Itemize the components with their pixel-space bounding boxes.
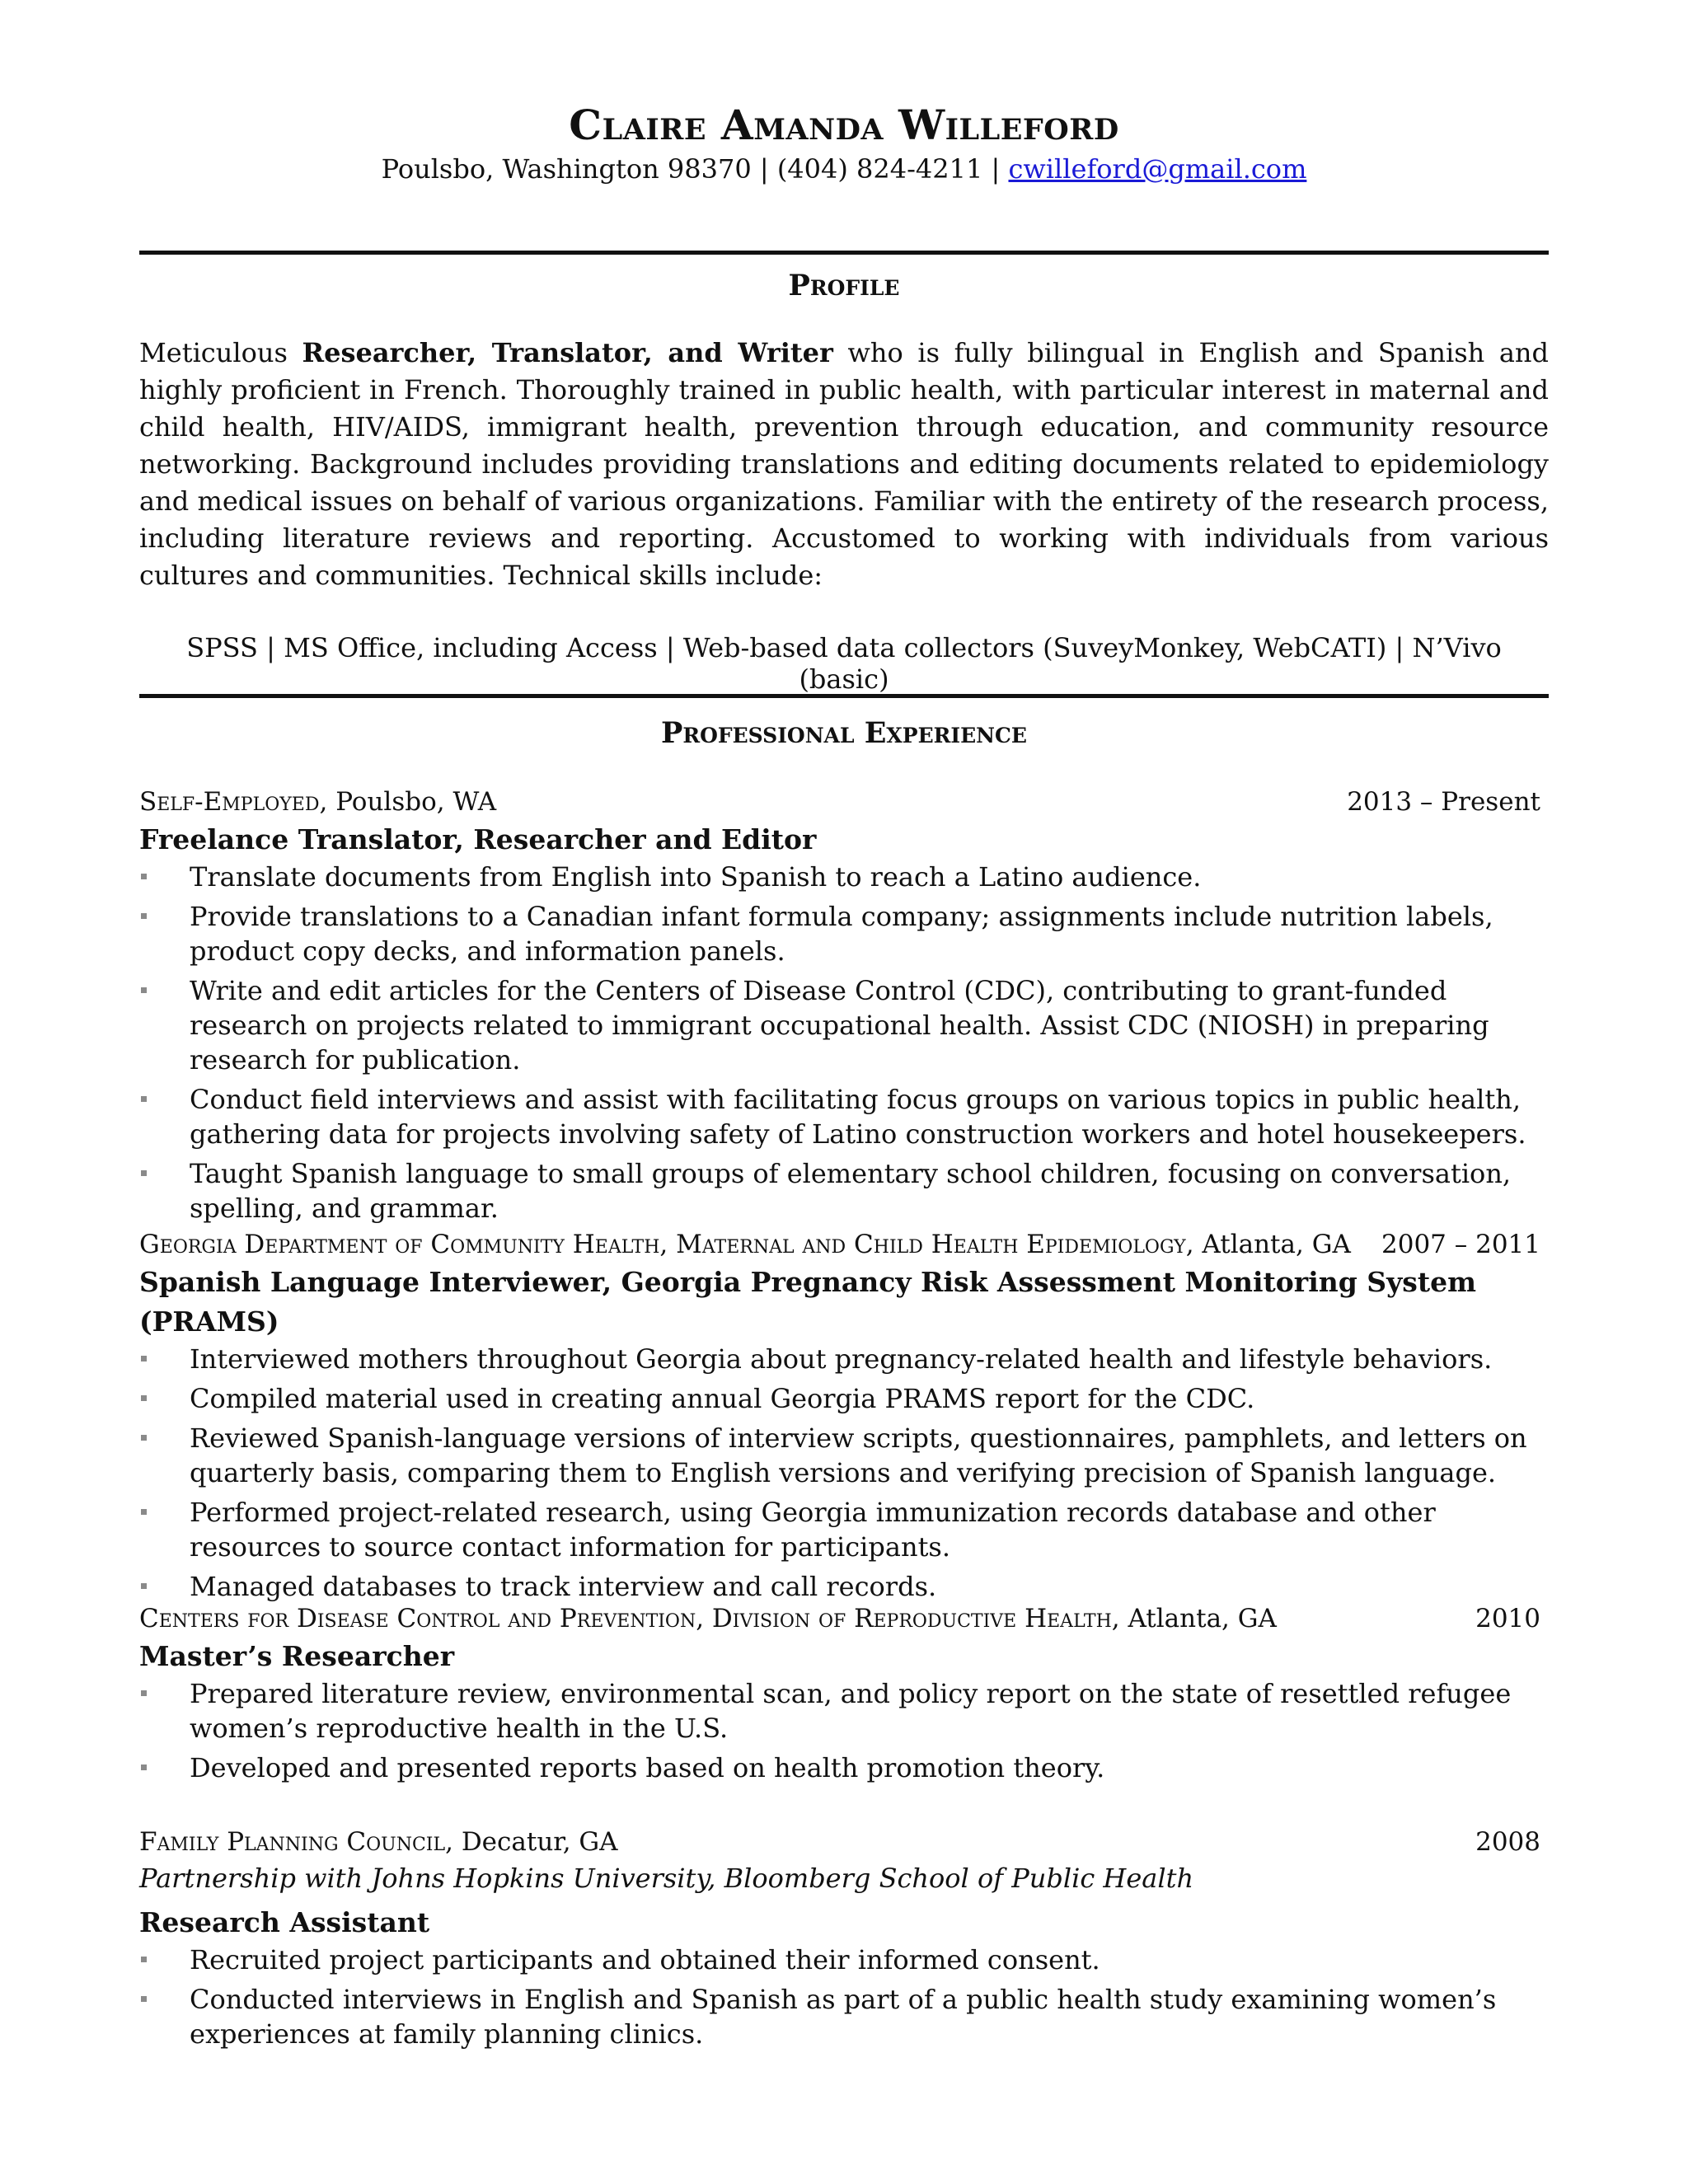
candidate-name: Claire Amanda Willeford <box>569 101 1119 149</box>
square-bullet-icon <box>141 913 147 919</box>
square-bullet-icon <box>141 1395 147 1401</box>
job-header <box>139 784 1549 820</box>
job-duties <box>139 1676 1549 1785</box>
square-bullet-icon <box>141 1690 147 1696</box>
duty-text: Write and edit articles for the Centers of Disease Control (CDC), contributing to grant-funded research on projects related to immigrant occupational health. Assist CDC (NIOSH) in preparing research for publication. <box>190 975 1489 1076</box>
duty-text: Developed and presented reports based on health promotion theory. <box>190 1752 1105 1783</box>
contact-details: Poulsbo, Washington 98370 | (404) 824-4211 | <box>381 153 1009 185</box>
job-dates: 2007 – 2011 <box>1381 1230 1540 1259</box>
job-dates: 2008 <box>1475 1827 1540 1857</box>
profile-heading: Profile <box>788 269 900 302</box>
job-dates: 2013 – Present <box>1347 787 1540 817</box>
duty-text: Recruited project participants and obtained their informed consent. <box>190 1944 1100 1975</box>
square-bullet-icon <box>141 1765 147 1770</box>
job-location: , Poulsbo, WA <box>319 787 497 817</box>
duty-item <box>139 1082 1549 1151</box>
profile-lead: Meticulous <box>139 337 302 368</box>
duty-text: Reviewed Spanish-language versions of interview scripts, questionnaires, pamphlets, and letters on quarterly basis, comparing them to English versions and verifying precision of Spanish language. <box>190 1422 1527 1488</box>
duty-item <box>139 1676 1549 1746</box>
square-bullet-icon <box>141 1583 147 1589</box>
job-employer <box>139 1226 1351 1263</box>
job-entry <box>139 784 1549 1230</box>
job-org: Georgia Department of Community Health, Maternal and Child Health Epidemiology <box>139 1230 1186 1259</box>
job-header <box>139 1601 1549 1637</box>
duty-text: Interviewed mothers throughout Georgia about pregnancy-related health and lifestyle behaviors. <box>190 1343 1493 1375</box>
square-bullet-icon <box>141 1096 147 1102</box>
square-bullet-icon <box>141 1356 147 1361</box>
duty-item <box>139 1156 1549 1226</box>
duty-item <box>139 1569 1549 1604</box>
email-link[interactable]: cwilleford@gmail.com <box>1008 153 1307 185</box>
square-bullet-icon <box>141 1996 147 2002</box>
duty-item <box>139 973 1549 1077</box>
square-bullet-icon <box>141 1435 147 1441</box>
job-org: Centers for Disease Control and Prevention, Division of Reproductive Health <box>139 1604 1112 1633</box>
square-bullet-icon <box>141 987 147 993</box>
job-location: , Decatur, GA <box>445 1827 618 1857</box>
job-title: Freelance Translator, Researcher and Editor <box>139 823 817 855</box>
square-bullet-icon <box>141 874 147 879</box>
duty-item <box>139 899 1549 968</box>
square-bullet-icon <box>141 1509 147 1515</box>
duty-text: Conducted interviews in English and Spanish as part of a public health study examining women’s experiences at family planning clinics. <box>190 1984 1497 2050</box>
profile-body: who is fully bilingual in English and Spanish and highly proficient in French. Thoroughly trained in public health, with particular interest in maternal and child health, HIV/AIDS, immigrant health, prevention through education, and community resource networking. Background includes providing translations and editing documents related to epidemiology and medical issues on behalf of various organizations. Familiar with the entirety of the research process, including literature reviews and reporting. Accustomed to working with individuals from various cultures and communities. Technical skills include: <box>139 337 1550 591</box>
job-dates: 2010 <box>1475 1604 1540 1633</box>
duty-text: Translate documents from English into Spanish to reach a Latino audience. <box>190 861 1202 893</box>
job-org: Family Planning Council <box>139 1827 446 1857</box>
duty-text: Compiled material used in creating annual Georgia PRAMS report for the CDC. <box>190 1383 1255 1414</box>
duty-text: Performed project-related research, using Georgia immunization records database and other resources to source contact information for participants. <box>190 1497 1436 1563</box>
duty-item <box>139 1495 1549 1564</box>
technical-skills: SPSS | MS Office, including Access | Web-based data collectors (SuveyMonkey, WebCATI) | N’Vivo (basic) <box>186 632 1502 695</box>
job-duties <box>139 1342 1549 1604</box>
experience-heading: Professional Experience <box>661 716 1027 750</box>
job-title: Research Assistant <box>139 1906 430 1938</box>
job-header <box>139 1824 1549 1860</box>
duty-text: Conduct field interviews and assist with facilitating focus groups on various topics in public health, gathering data for projects involving safety of Latino construction workers and hotel housekeepers. <box>190 1084 1526 1150</box>
contact-line <box>139 153 1549 185</box>
duty-item <box>139 1982 1549 2051</box>
duty-text: Taught Spanish language to small groups of elementary school children, focusing on conversation, spelling, and grammar. <box>190 1158 1512 1224</box>
job-partnership: Partnership with Johns Hopkins University, Bloomberg School of Public Health <box>139 1863 1194 1894</box>
job-employer <box>139 1601 1277 1637</box>
job-duties <box>139 860 1549 1226</box>
duty-item <box>139 1943 1549 1977</box>
profile-roles: Researcher, Translator, and Writer <box>302 337 833 368</box>
job-duties <box>139 1943 1549 2051</box>
square-bullet-icon <box>141 1957 147 1962</box>
job-entry <box>139 1226 1549 1609</box>
job-entry <box>139 1601 1549 1790</box>
job-entry <box>139 1824 1549 2056</box>
job-location: , Atlanta, GA <box>1185 1230 1351 1259</box>
duty-text: Managed databases to track interview and call records. <box>190 1571 937 1602</box>
duty-item <box>139 1421 1549 1490</box>
duty-item <box>139 1342 1549 1376</box>
duty-item <box>139 860 1549 894</box>
job-employer <box>139 1824 618 1860</box>
job-location: , Atlanta, GA <box>1111 1604 1277 1633</box>
duty-item <box>139 1750 1549 1785</box>
job-title: Spanish Language Interviewer, Georgia Pregnancy Risk Assessment Monitoring System (PRAMS) <box>139 1266 1477 1338</box>
job-employer <box>139 784 496 820</box>
divider-rule <box>139 251 1549 255</box>
profile-summary <box>139 335 1549 594</box>
duty-item <box>139 1381 1549 1416</box>
duty-text: Provide translations to a Canadian infant formula company; assignments include nutrition labels, product copy decks, and information panels. <box>190 901 1493 967</box>
square-bullet-icon <box>141 1170 147 1176</box>
job-header <box>139 1226 1549 1263</box>
job-title: Master’s Researcher <box>139 1640 455 1672</box>
duty-text: Prepared literature review, environmental scan, and policy report on the state of resettled refugee women’s reproductive health in the U.S. <box>190 1678 1512 1744</box>
job-org: Self-Employed <box>139 787 320 817</box>
divider-rule <box>139 694 1549 698</box>
